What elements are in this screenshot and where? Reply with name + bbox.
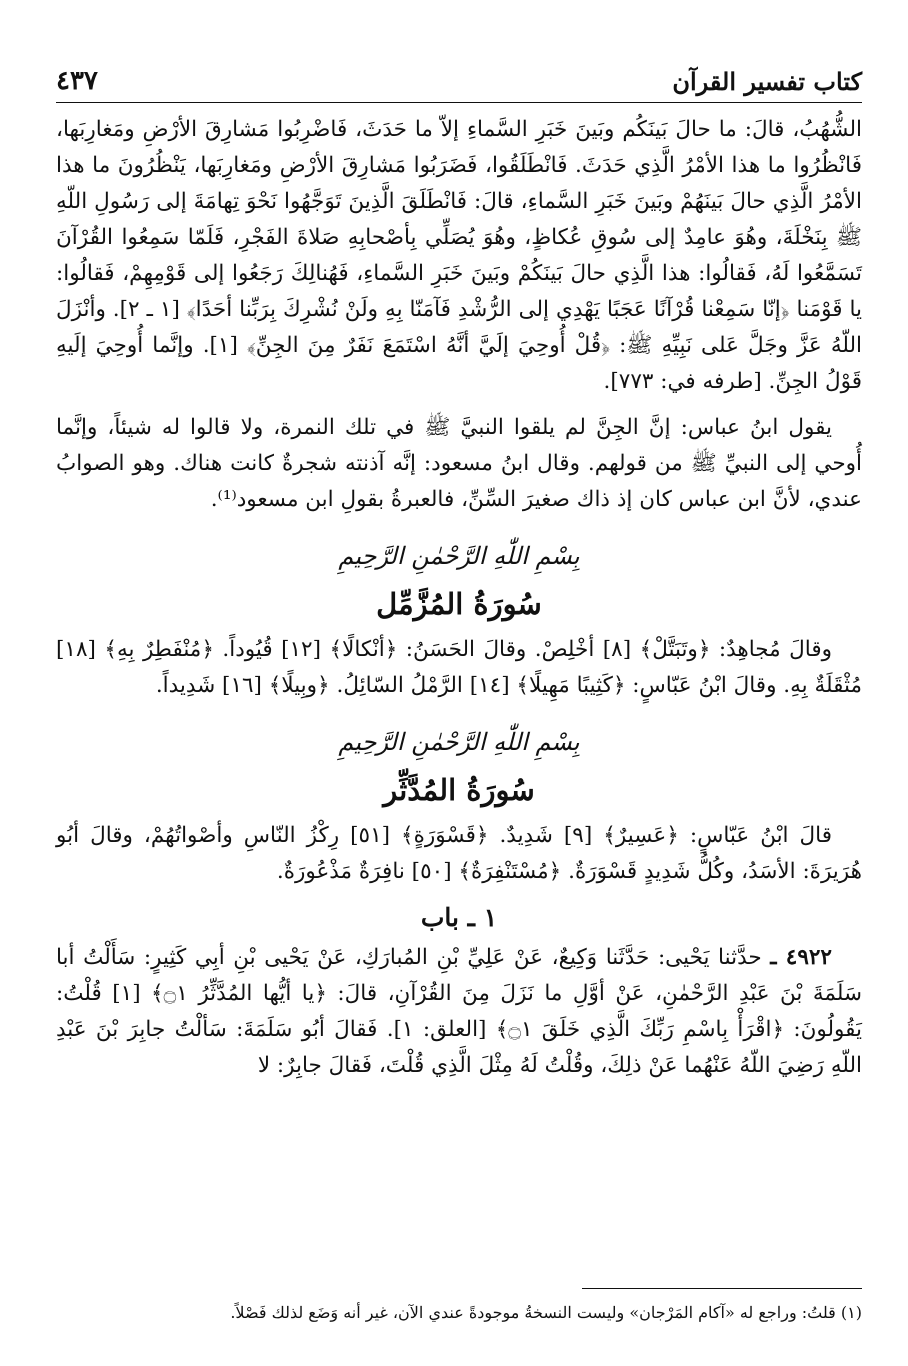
- paragraph-muddaththir-glosses: قالَ ابْنُ عَبّاسٍ: ﴿عَسِيرٌ﴾ [٩] شَدِيدٌ. ﴿قَسْوَرَةٍ﴾ [٥١] رِكْزُ النّاسِ وأصْواتُهُمْ، وقالَ أبُو هُرَيرَةَ: الأسَدُ، وكُلُّ شَدِيدٍ قَسْوَرَةٌ. ﴿مُسْتَنْفِرَةٌ﴾ [٥٠] نافِرَةٌ مَذْعُورَةٌ.: [56, 823, 862, 884]
- footnote-separator: [582, 1288, 862, 1289]
- surah-title-muddaththir: سُورَةُ المُدَّثِّر: [383, 773, 535, 807]
- page-body: [56, 112, 862, 1094]
- basmala-heading: بِسْمِ اللّٰهِ الرَّحْمٰنِ الرَّحِيمِ: [338, 542, 580, 570]
- footnote: (١) قلتُ: وراجع له «آكام المَرْجان» وليست النسخةُ موجودةً عندي الآن، غير أنه وَضَع لذلك فَصْلاً.: [230, 1303, 862, 1322]
- paragraph-commentary: يقول ابنُ عباس: إنَّ الجِنَّ لم يلقوا النبيَّ ﷺ في تلك النمرة، ولا قالوا له شيئاً، وإنَّما أُوحي إلى النبيِّ ﷺ من قولهم. وقال ابنُ مسعود: إنَّه آذنته شجرةٌ كانت هناك. وهو الصوابُ عندي، لأنَّ ابن عباس كان إذ ذاك صغيرَ السِّنِّ، فالعبرةُ بقولِ ابن مسعود⁽¹⁾.: [56, 415, 862, 512]
- paragraph-muzzammil-glosses: وقالَ مُجاهِدٌ: ﴿وتَبَتَّلْ﴾ [٨] أخْلِصْ. وقالَ الحَسَنُ: ﴿أنْكالًا﴾ [١٢] قُيُوداً. ﴿مُنْفَطِرٌ بِهِ﴾ [١٨] مُثْقَلَةٌ بِهِ. وقالَ ابْنُ عَبّاسٍ: ﴿كَثِيبًا مَهِيلًا﴾ [١٤] الرَّمْلُ السّائِلُ. ﴿وبِيلًا﴾ [١٦] شَدِيداً.: [56, 637, 862, 698]
- paragraph-hadith-4922: [56, 940, 862, 1084]
- basmala-heading: بِسْمِ اللّٰهِ الرَّحْمٰنِ الرَّحِيمِ: [338, 728, 580, 756]
- page-number: ٤٣٧: [56, 66, 98, 96]
- paragraph-jinn-hadith: الشُّهُبُ، قالَ: ما حالَ بَينَكُم وبَينَ خَبَرِ السَّماءِ إلاّ ما حَدَثَ، فَاضْرِبُوا مَشارِقَ الأرْضِ ومَغارِبَها، فَانْظُرُوا ما هذا الأمْرُ الَّذِي حَدَثَ. فَانْطَلَقُوا، فَضَرَبُوا مَشارِقَ الأرْضِ ومَغارِبَها، يَنْظُرُونَ ما هذا الأمْرُ الَّذِي حالَ بَينَهُمْ وبَينَ خَبَرِ السَّماءِ، قالَ: فَانْطَلَقَ الَّذِينَ تَوَجَّهُوا نَحْوَ تِهامَةَ إلى رَسُولِ اللّهِ ﷺ بِنَخْلَةَ، وهُوَ عامِدٌ إلى سُوقِ عُكاظٍ، وهُوَ يُصَلِّي بِأصْحابِهِ صَلاةَ الفَجْرِ، فَلَمّا سَمِعُوا القُرْآنَ تَسَمَّعُوا لَهُ، فَقالُوا: هذا الَّذِي حالَ بَينَكُمْ وبَينَ خَبَرِ السَّماءِ، فَهُنالِكَ رَجَعُوا إلى قَوْمِهِمْ، فَقالُوا: يا قَوْمَنا ﴿إنّا سَمِعْنا قُرْآنًا عَجَبًا يَهْدِي إلى الرُّشْدِ فَآمَنّا بِهِ ولَنْ نُشْرِكَ بِرَبِّنا أحَدًا﴾ [١ ـ ٢]. وأنْزَلَ اللّهُ عَزَّ وجَلَّ عَلى نَبِيِّهِ ﷺ: ﴿قُلْ أُوحِيَ إلَيَّ أنَّهُ اسْتَمَعَ نَفَرٌ مِنَ الجِنِّ﴾ [١]. وإنَّما أُوحِيَ إلَيهِ قَوْلُ الجِنِّ. [طرفه في: ٧٧٣].: [56, 117, 863, 394]
- hadith-text: حدَّثنا يَحْيى: حَدَّثَنا وَكِيعٌ، عَنْ عَلِيِّ بْنِ المُبارَكِ، عَنْ يَحْيى بْنِ أبِي كَثِيرٍ: سَأَلْتُ أبا سَلَمَةَ بْنَ عَبْدِ الرَّحْمٰنِ، عَنْ أوَّلِ ما نَزَلَ مِنَ القُرْآنِ، قالَ: ﴿يا أيُّها المُدَّثِّرُ ۝١﴾ [١] قُلْتُ: يَقُولُونَ: ﴿اقْرَأْ بِاسْمِ رَبِّكَ الَّذِي خَلَقَ ۝١﴾ [العلق: ١]. فَقالَ أبُو سَلَمَةَ: سَألْتُ جابِرَ بْنَ عَبْدِ اللّهِ رَضِيَ اللّهُ عَنْهُما عَنْ ذلِكَ، وقُلْتُ لَهُ مِثْلَ الَّذِي قُلْتَ، فَقالَ جابِرٌ: لا: [56, 945, 863, 1078]
- surah-title-muzzammil: سُورَةُ المُزَّمِّل: [376, 587, 542, 621]
- page-header: [56, 52, 862, 103]
- chapter-title: ١ ـ باب: [420, 903, 498, 932]
- hadith-number: ٤٩٢٢ ـ: [770, 945, 832, 970]
- book-title: كتاب تفسير القرآن: [672, 67, 862, 96]
